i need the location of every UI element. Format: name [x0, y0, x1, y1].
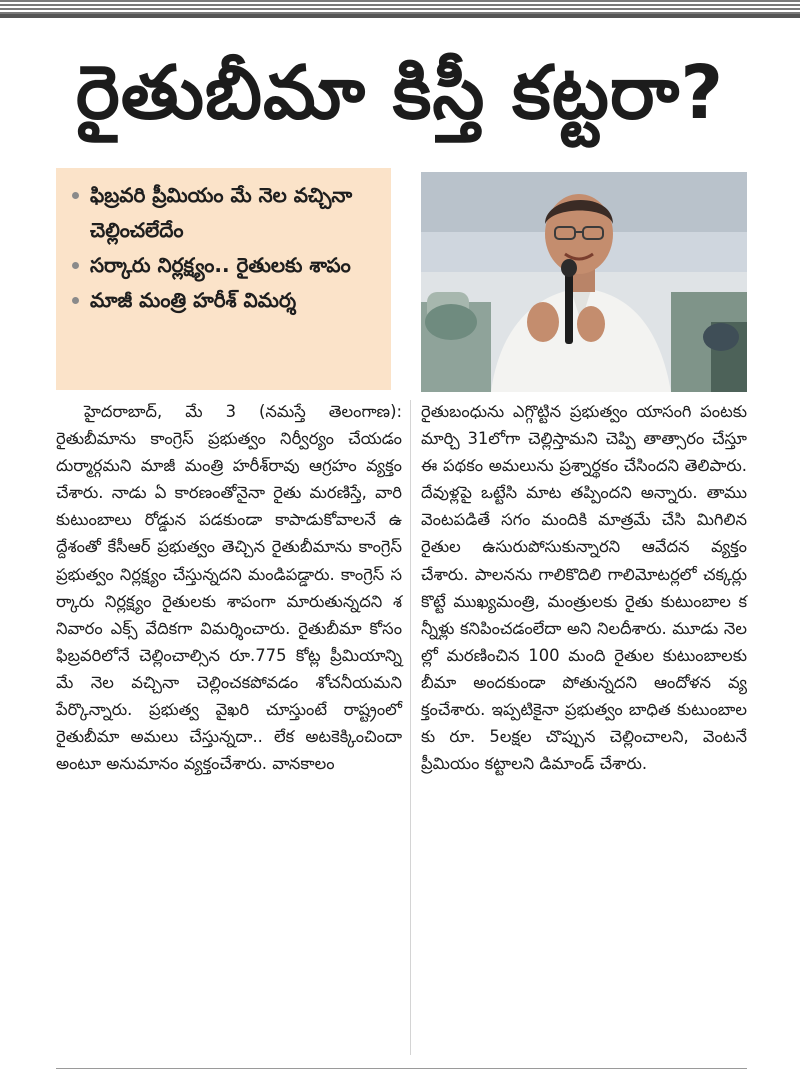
bottom-rule: [56, 1068, 747, 1069]
masthead-rule-bar: [0, 14, 800, 18]
article-column-right: రైతుబంధును ఎగ్గొట్టిన ప్రభుత్వం యాసంగి పంటకు మార్చి 31లోగా చెల్లిస్తామని చెప్పి తాత్సారం చేస్తూ ఈ పథకం అమలును ప్రశ్నార్థకం చేసిందని తెలిపారు. దేవుళ్లపై ఒట్టేసి మాట తప్పిందని అన్నారు. తాము వెంటపడితే సగం మందికి మాత్రమే చేసి మిగిలిన రైతుల ఉసురుపోసుకున్నారని ఆవేదన వ్యక్తం చేశారు. పాలనను గాలికొదిలి గాలిమోటర్లలో చక్కర్లు కొట్టే ముఖ్యమంత్రి, మంత్రులకు రైతు కుటుంబాల కన్నీళ్లు కనిపించడంలేదా అని నిలదీశారు. మూడు నెలల్లో మరణించిన 100 మంది రైతుల కుటుంబాలకు బీమా అందకుండా పోతున్నదని ఆందోళన వ్యక్తంచేశారు. ఇప్పటికైనా ప్రభుత్వం బాధిత కుటుంబాలకు రూ. 5లక్షల చొప్పున చెల్లించాలని, వెంటనే ప్రీమియం కట్టాలని డిమాండ్ చేశారు.: [421, 402, 747, 774]
highlights-list: [70, 178, 377, 318]
highlight-text: సర్కారు నిర్లక్ష్యం.. రైతులకు శాపం: [90, 253, 351, 277]
column-divider: [410, 400, 411, 1055]
headline: రైతుబీమా కిస్తీ కట్టరా?: [75, 50, 725, 136]
highlight-text: ఫిబ్రవరి ప్రీమియం మే నెల వచ్చినా చెల్లించలేదేం: [90, 183, 353, 242]
highlight-item: [70, 283, 377, 318]
highlight-item: [70, 248, 377, 283]
bullet-icon: [72, 297, 79, 304]
news-photo: [421, 172, 747, 392]
article-column-left: హైదరాబాద్, మే 3 (నమస్తే తెలంగాణ): రైతుబీమాను కాంగ్రెస్ ప్రభుత్వం నిర్వీర్యం చేయడం దుర్మార్గమని మాజీ మంత్రి హరీశ్‌రావు ఆగ్రహం వ్యక్తం చేశారు. నాడు ఏ కారణంతోనైనా రైతు మరణిస్తే, వారి కుటుంబాలు రోడ్డున పడకుండా కాపాడుకోవాలనే ఉద్దేశంతో కేసీఆర్ ప్రభుత్వం తెచ్చిన రైతుబీమాను కాంగ్రెస్ ప్రభుత్వం నిర్లక్ష్యం చేస్తున్నదని మండిపడ్డారు. కాంగ్రెస్ సర్కారు నిర్లక్ష్యం రైతులకు శాపంగా మారుతున్నదని శనివారం ఎక్స్ వేదికగా విమర్శించారు. రైతుబీమా కోసం ఫిబ్రవరిలోనే చెల్లించాల్సిన రూ.775 కోట్ల ప్రీమియాన్ని మే నెల వచ్చినా చెల్లించకపోవడం శోచనీయమని పేర్కొన్నారు. ప్రభుత్వ వైఖరి చూస్తుంటే రాష్ట్రంలో రైతుబీమా అమలు చేస్తున్నదా.. లేక అటకెక్కించిందా అంటూ అనుమానం వ్యక్తంచేశారు. వానకాలం: [56, 402, 402, 774]
bullet-icon: [72, 192, 79, 199]
bullet-icon: [72, 262, 79, 269]
masthead-rule: [0, 0, 800, 14]
highlight-text: మాజీ మంత్రి హరీశ్ విమర్శ: [90, 288, 297, 312]
highlights-box: [56, 168, 391, 390]
highlight-item: [70, 178, 377, 248]
